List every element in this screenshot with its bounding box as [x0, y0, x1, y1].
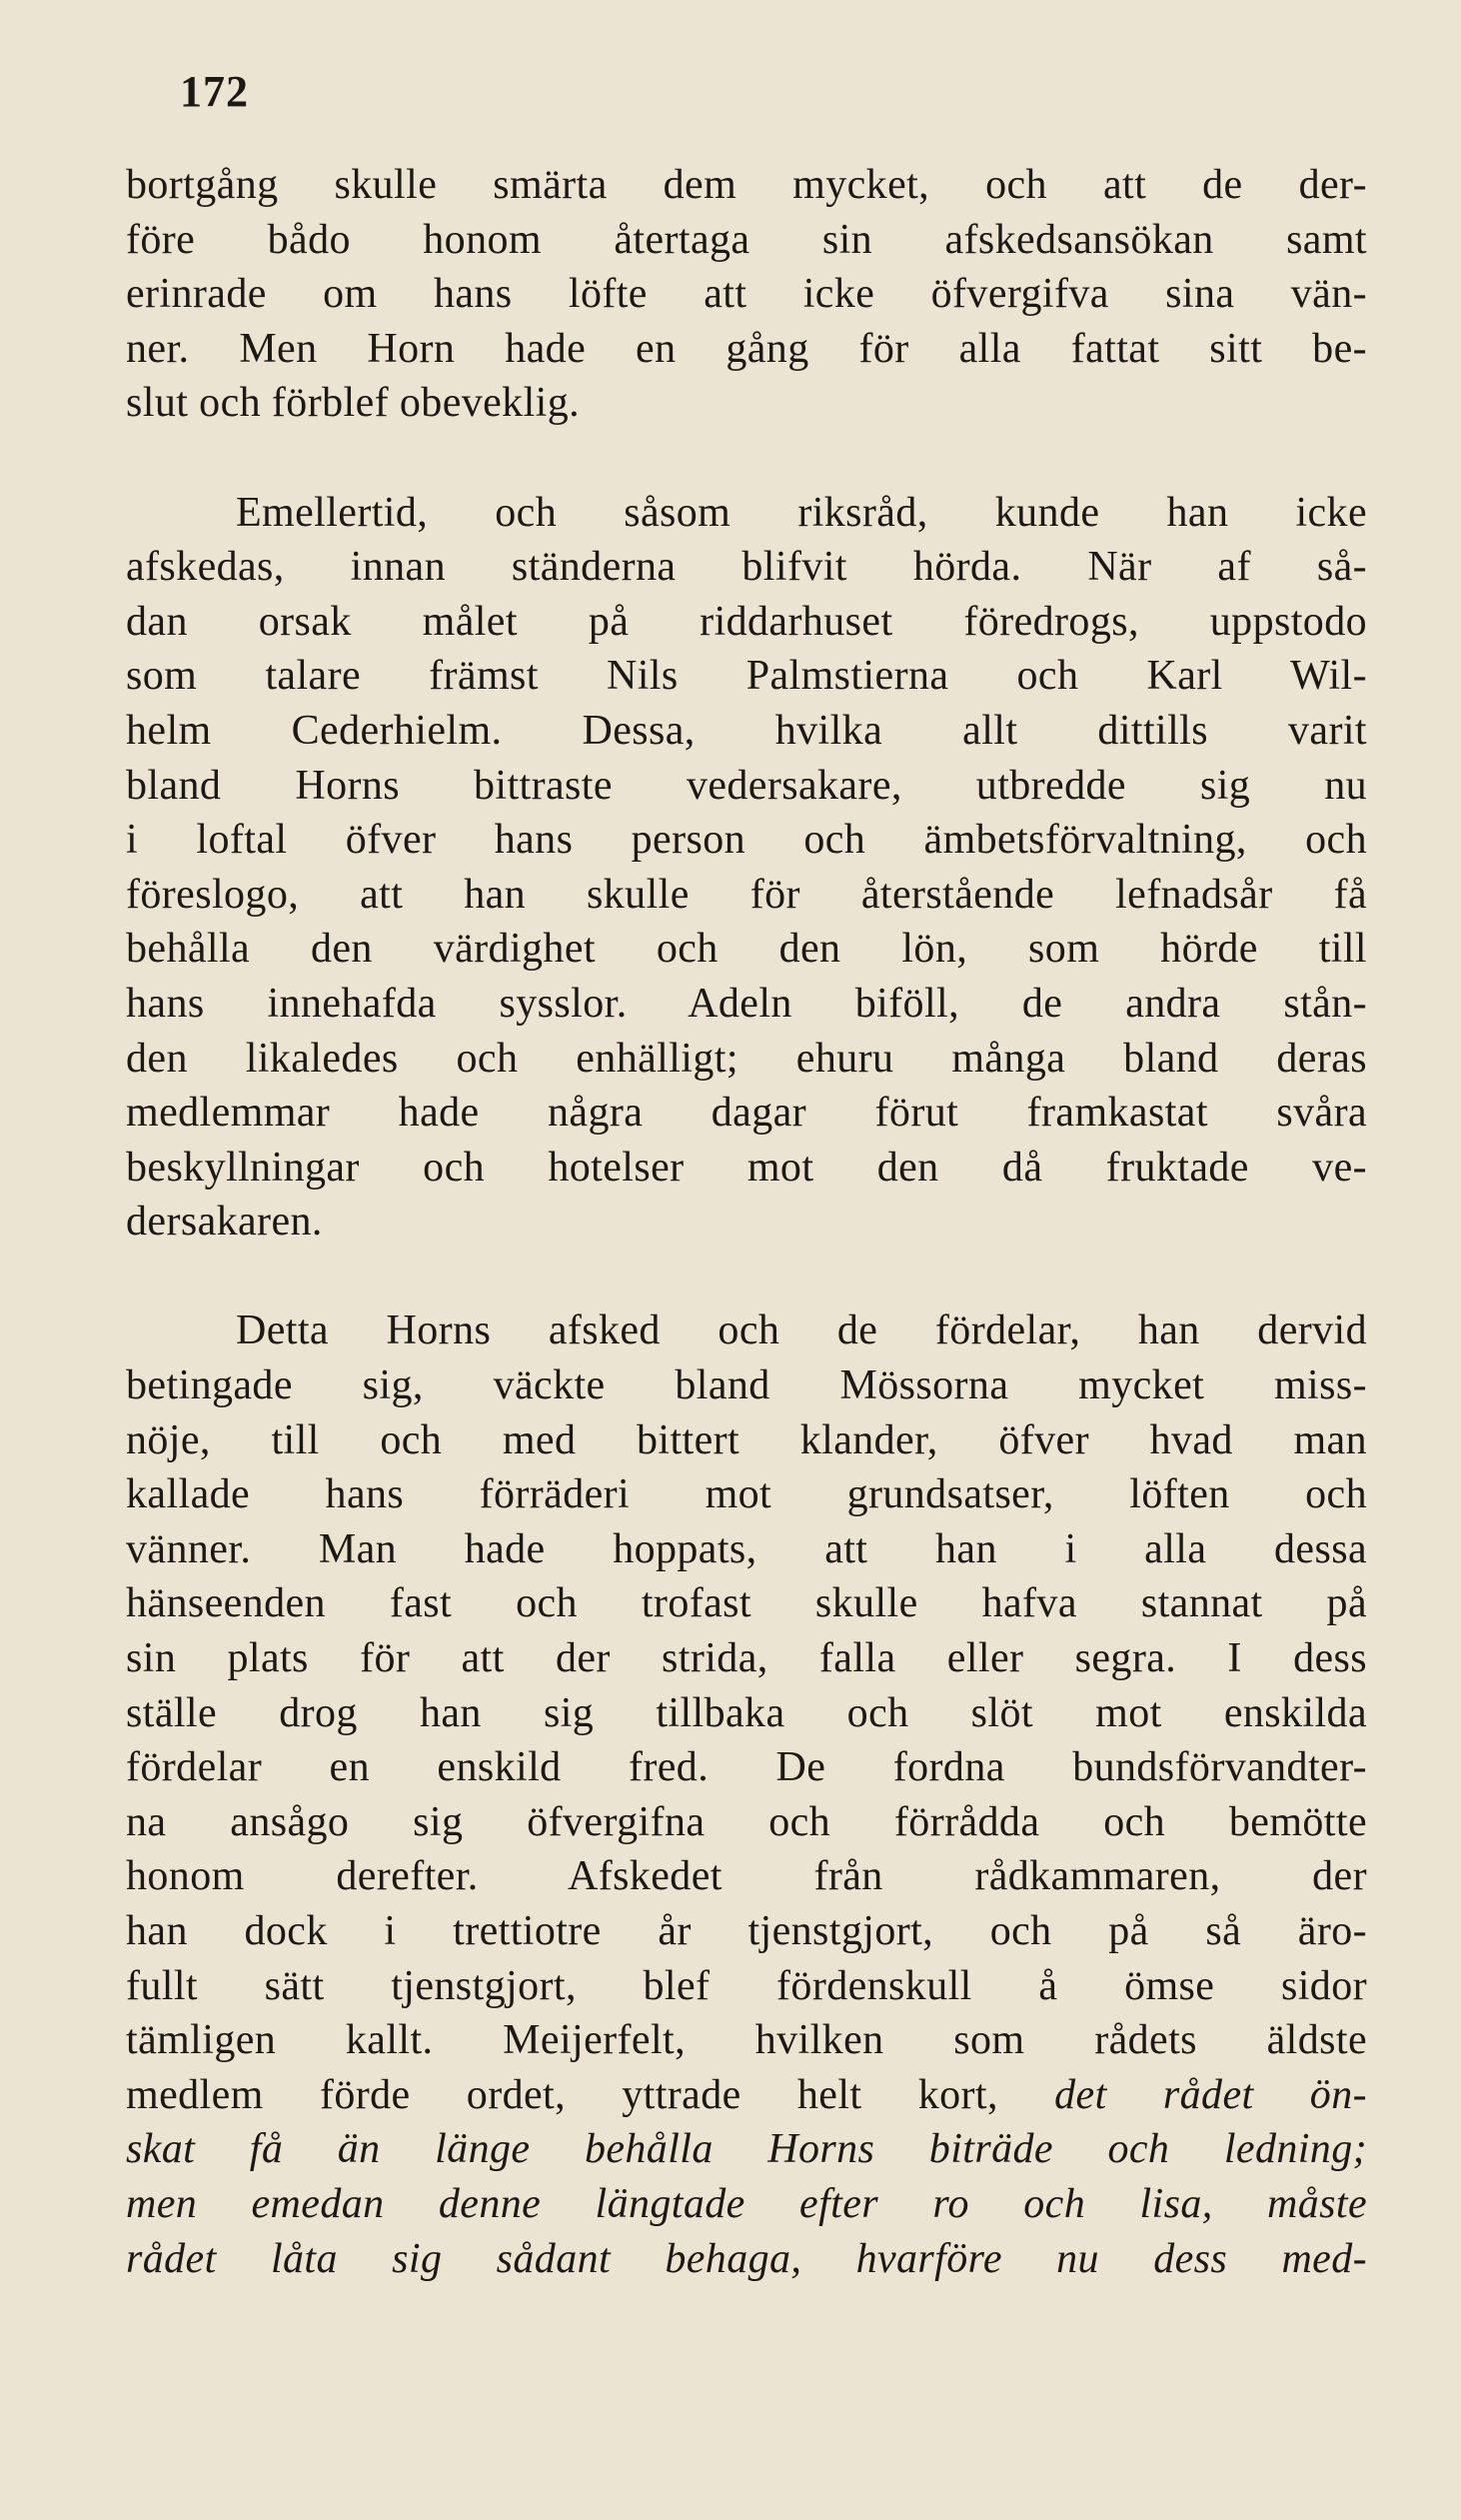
- text-line: i loftal öfver hans person och ämbetsförvaltning, och: [126, 817, 1367, 864]
- text-line: Detta Horns afsked och de fördelar, han dervid: [236, 1307, 1367, 1354]
- text-line-mixed: [126, 2068, 1367, 2123]
- text-line: medlemmar hade några dagar förut framkastat svåra: [126, 1090, 1367, 1137]
- paragraph-gap: [126, 431, 1367, 486]
- text-line: bortgång skulle smärta dem mycket, och att de der-: [126, 162, 1367, 208]
- text-line-italic: rådet låta sig sådant behaga, hvarföre nu dess med-: [126, 2235, 1367, 2282]
- body-text: [126, 158, 1367, 2286]
- text-line: före bådo honom återtaga sin afskedsansökan samt: [126, 216, 1367, 263]
- text-line: behålla den värdighet och den lön, som hörde till: [126, 926, 1367, 973]
- text-line: betingade sig, väckte bland Mössorna mycket miss-: [126, 1362, 1367, 1409]
- page-number: 172: [180, 67, 249, 116]
- text-line: fullt sätt tjenstgjort, blef fördenskull å ömse sidor: [126, 1962, 1367, 2009]
- text-line: kallade hans förräderi mot grundsatser, löften och: [126, 1471, 1367, 1518]
- text-line: helm Cederhielm. Dessa, hvilka allt dittills varit: [126, 707, 1367, 754]
- text-line: na ansågo sig öfvergifna och förrådda och bemötte: [126, 1798, 1367, 1845]
- text-line: sin plats för att der strida, falla eller segra. I dess: [126, 1635, 1367, 1682]
- text-line: hänseenden fast och trofast skulle hafva stannat på: [126, 1580, 1367, 1627]
- text-line: han dock i trettiotre år tjenstgjort, och på så äro-: [126, 1908, 1367, 1954]
- text-line: honom derefter. Afskedet från rådkammaren, der: [126, 1853, 1367, 1900]
- text-line-italic: skat få än länge behålla Horns biträde och ledning;: [126, 2126, 1367, 2173]
- text-line: afskedas, innan ständerna blifvit hörda. När af så-: [126, 544, 1367, 591]
- text-line: Emellertid, och såsom riksråd, kunde han icke: [236, 489, 1367, 536]
- paragraph-gap: [126, 1250, 1367, 1304]
- paragraph-3: [126, 1303, 1367, 2286]
- text-line: slut och förblef obeveklig.: [126, 380, 581, 427]
- text-line: den likaledes och enhälligt; ehuru många bland deras: [126, 1035, 1367, 1082]
- paragraph-2: [126, 486, 1367, 1250]
- text-line: ställe drog han sig tillbaka och slöt mot enskilda: [126, 1689, 1367, 1736]
- paragraph-1: [126, 158, 1367, 431]
- text-line-italic: men emedan denne längtade efter ro och lisa, måste: [126, 2180, 1367, 2227]
- text-line: vänner. Man hade hoppats, att han i alla dessa: [126, 1525, 1367, 1572]
- text-line: fördelar en enskild fred. De fordna bundsförvandter-: [126, 1744, 1367, 1791]
- text-line: föreslogo, att han skulle för återstående lefnadsår få: [126, 871, 1367, 918]
- text-line: dersakaren.: [126, 1199, 323, 1246]
- text-line: ner. Men Horn hade en gång för alla fattat sitt be-: [126, 325, 1367, 372]
- plain-text: medlem förde ordet, yttrade helt kort,: [126, 2071, 998, 2118]
- text-line: bland Horns bittraste vedersakare, utbredde sig nu: [126, 762, 1367, 809]
- text-line: dan orsak målet på riddarhuset föredrogs, uppstodo: [126, 598, 1367, 645]
- text-line: erinrade om hans löfte att icke öfvergifva sina vän-: [126, 271, 1367, 318]
- text-line: nöje, till och med bittert klander, öfver hvad man: [126, 1416, 1367, 1463]
- text-line: tämligen kallt. Meijerfelt, hvilken som rådets äldste: [126, 2017, 1367, 2064]
- text-line: beskyllningar och hotelser mot den då fruktade ve-: [126, 1144, 1367, 1191]
- text-line: hans innehafda sysslor. Adeln biföll, de andra stån-: [126, 980, 1367, 1027]
- text-line: som talare främst Nils Palmstierna och Karl Wil-: [126, 653, 1367, 700]
- italic-text: det rådet ön-: [997, 2071, 1367, 2118]
